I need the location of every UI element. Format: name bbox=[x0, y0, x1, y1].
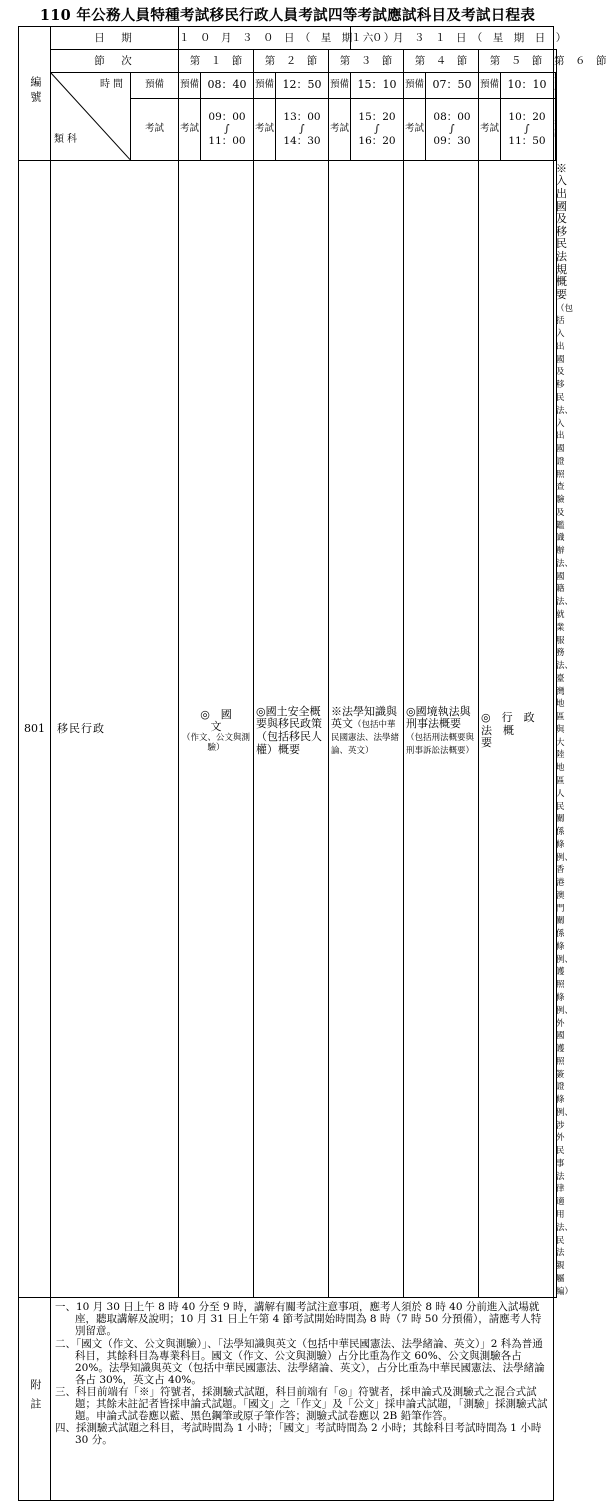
exam-time-range bbox=[555, 99, 557, 160]
prep-label: 預備 bbox=[479, 73, 501, 99]
exam-label: 考試 bbox=[254, 99, 276, 160]
prep-time: 12：50 bbox=[276, 73, 329, 99]
subject-name: ◎國土安全概要與移民政策（包括移民人權）概要 bbox=[256, 704, 323, 756]
session-header: 第 ３ 節 bbox=[329, 50, 404, 73]
exam-end: 11：00 bbox=[208, 135, 246, 148]
prep-label: 預備 bbox=[254, 73, 276, 99]
session-header: 第 ６ 節 bbox=[554, 50, 557, 73]
subject-name: ◎國境執法與刑事法概要 bbox=[406, 704, 471, 731]
exam-schedule-table bbox=[18, 26, 607, 1501]
exam-start: 15：20 bbox=[358, 111, 396, 124]
exam-sep: ∫ bbox=[224, 123, 230, 136]
exam-label: 考試 bbox=[479, 99, 501, 160]
subject-name: ◎ 行 政 法 概 要 bbox=[481, 711, 548, 750]
subject-detail: （包括中華民國憲法、法學緒論、英文） bbox=[331, 720, 400, 756]
notes-label-cell bbox=[19, 1298, 51, 1501]
exam-start: 08：00 bbox=[433, 111, 471, 124]
exam-sep: ∫ bbox=[374, 123, 380, 136]
prep-label: 預備 bbox=[329, 73, 351, 99]
exam-end: 16：20 bbox=[358, 135, 396, 148]
subject-cell bbox=[329, 160, 404, 1298]
page-title: 110 年公務人員特種考試移民行政人員考試四等考試應試科目及考試日程表 bbox=[39, 7, 536, 24]
exam-label-cell: 考試 bbox=[131, 99, 179, 160]
exam-sep bbox=[556, 123, 557, 135]
subject-name: ※入出國及移民法規概要 bbox=[556, 161, 568, 301]
day2-cell: １ ０ 月 ３ １ 日 （ 星 期 日 ） bbox=[351, 27, 554, 50]
notes-cell bbox=[51, 1298, 554, 1501]
exam-end: 14：30 bbox=[283, 135, 321, 148]
session-header: 第 １ 節 bbox=[179, 50, 254, 73]
note-item: 一、10 月 30 日上午 8 時 40 分至 9 時，講解有關考試注意事項，應考人須於 8 時 40 分前進入試場就座，聽取講解及說明；10 月 31 日上午第 4 節考試開始時間為 8 時（7 時 50 分預備），請應考人特別留意。 bbox=[55, 1301, 542, 1338]
exam-start: 10：20 bbox=[508, 111, 546, 124]
exam-start: 13：00 bbox=[283, 111, 321, 124]
note-item: 四、採測驗式試題之科目，考試時間為 1 小時；「國文」考試時間為 2 小時；其餘科目考試時間為 1 小時 30 分。 bbox=[55, 1421, 542, 1447]
exam-end bbox=[556, 135, 557, 159]
time-axis-label: 時間 bbox=[100, 79, 126, 90]
subject-cell bbox=[179, 160, 265, 1298]
category-name: 移民行政 bbox=[51, 160, 179, 1298]
prep-time: 08：40 bbox=[201, 73, 254, 99]
note-item: 三、科目前端有「※」符號者，採測驗式試題，科目前端有「◎」符號者，採申論式及測驗式之混合式試題；其餘未註記者皆採申論式試題。「國文」之「作文」及「公文」採申論式試題，「測驗」採測驗式試題。申論式試卷應以藍、黑色鋼筆或原子筆作答；測驗式試卷應以 2B 鉛筆作答。 bbox=[55, 1385, 548, 1422]
session-header: 第 ５ 節 bbox=[479, 50, 554, 73]
prep-time: 10：10 bbox=[501, 73, 554, 99]
exam-time-range bbox=[501, 99, 554, 160]
prep-time: 15：10 bbox=[351, 73, 404, 99]
note-item: 二、「國文（作文、公文與測驗）」、「法學知識與英文（包括中華民國憲法、法學緒論、英文）」2 科為普通科目，其餘科目為專業科目。國文（作文、公文與測驗）占分比重為作文 60%、公文與測驗各占 20%。法學知識與英文（包括中華民國憲法、法學緒論、英文），占分比重為中華民國憲法、法學緒論各占 30%，英文占 40%。 bbox=[55, 1337, 545, 1386]
subject-detail: （包括刑法概要與刑事訴訟法概要） bbox=[406, 732, 475, 756]
time-category-diagonal-cell bbox=[51, 73, 131, 161]
subject-cell bbox=[479, 160, 554, 1298]
exam-sep: ∫ bbox=[524, 123, 530, 136]
exam-label: 考試 bbox=[179, 99, 201, 160]
prep-label: 預備 bbox=[179, 73, 201, 99]
exam-start: 09：00 bbox=[208, 111, 246, 124]
exam-label: 考試 bbox=[329, 99, 351, 160]
subject-cell bbox=[254, 160, 329, 1298]
exam-label: 考試 bbox=[404, 99, 426, 160]
exam-time-range bbox=[426, 99, 479, 160]
exam-sep: ∫ bbox=[299, 123, 305, 136]
exam-sep: ∫ bbox=[449, 123, 455, 136]
day1-cell: １ ０ 月 ３ ０ 日 （ 星 期 六 ） bbox=[179, 27, 351, 50]
prep-time: 07：50 bbox=[426, 73, 479, 99]
subject-name: ◎ 國 文 bbox=[200, 707, 265, 734]
session-header: 第 ２ 節 bbox=[254, 50, 329, 73]
subject-detail: （包括入出國及移民法、入出國證照查驗及鑑識辦法、國籍法、就業服務法、臺灣地區與大陸地區人民關係條例、香港澳門關係條例、護照條例、外國護照簽證條例、涉外民事法律適用法、民法親屬編） bbox=[556, 303, 574, 1297]
subject-cell bbox=[554, 160, 574, 1298]
subject-cell bbox=[404, 160, 479, 1298]
subject-name: ※法學知識與英文 bbox=[331, 704, 398, 731]
subject-detail: （作文、公文與測驗） bbox=[182, 732, 251, 753]
exam-end: 09：30 bbox=[433, 135, 471, 148]
exam-time-range bbox=[351, 99, 404, 160]
category-axis-label: 類科 bbox=[54, 134, 80, 146]
exam-time-range bbox=[276, 99, 329, 160]
exam-time-range bbox=[201, 99, 254, 160]
notes-label: 附註 bbox=[28, 1378, 42, 1417]
exam-start bbox=[556, 99, 557, 123]
code-header-cell bbox=[19, 27, 51, 161]
category-code: 801 bbox=[19, 160, 51, 1298]
prep-label: 預備 bbox=[404, 73, 426, 99]
date-label-cell: 日 期 bbox=[51, 27, 179, 50]
prep-label-cell: 預備 bbox=[131, 73, 179, 99]
exam-end: 11：50 bbox=[508, 135, 546, 148]
session-header: 第 ４ 節 bbox=[404, 50, 479, 73]
prep-time bbox=[555, 73, 557, 99]
code-header-label: 編號 bbox=[28, 76, 42, 107]
session-label-cell: 節 次 bbox=[51, 50, 179, 73]
